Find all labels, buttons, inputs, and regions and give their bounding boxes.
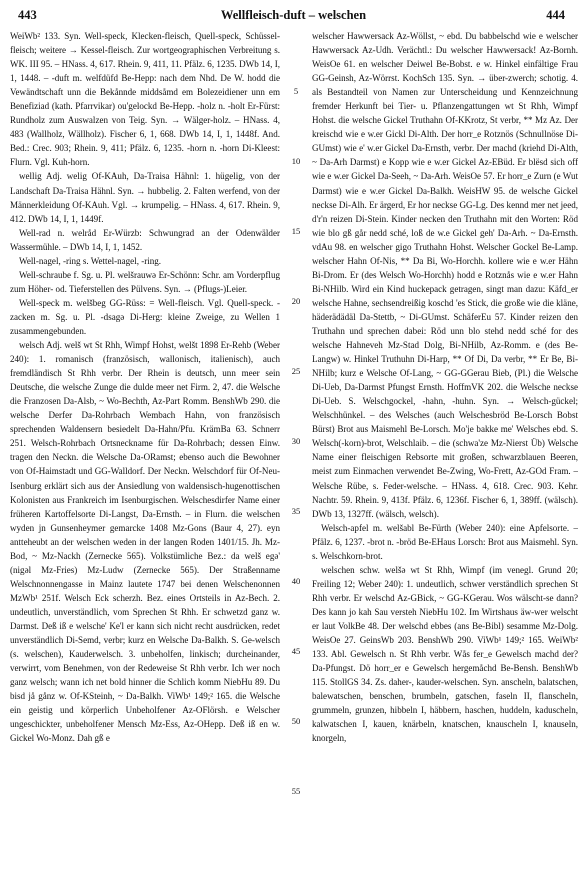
right-column: [312, 29, 578, 875]
line-number: 30: [291, 436, 301, 446]
entry-paragraph: Well-speck m. welšbeg GG-Rüss: = Well-fleisch. Vgl. Quell-speck. -zacken m. Sg. u. Pl. -dsagə Di-Herg: kleine Zweige, zu Wellen 1 zusammengebunden.: [10, 297, 280, 336]
line-number: 40: [291, 576, 301, 586]
entry-paragraph: welscher Hawwersack Az-Wöllst, ~ ebd. Du babbelschd wie e welscher Hawwersack Az-Udh. Verächtl.: Du welscher Hawwersack! Az-Bornh. WeisOe 61. en welscher Deiwel Be-Bobst. e w. Hinkel einfältige Frau GG-Geinsh, Az-Wörrst. KochSch 135. Syn. → über-zwerch; schotig. 4. als Bestandteil von Namen zur Unterscheidung und Kennzeichnung fremder Herkunft bei Tier- u. Pflanzengattungen wt St Rhh, Wimpf Hohst. die welsche Gickel Truthahn Of-KKrotz, St verbr, ** Mz Az. Der kreischd wie e w.er Gickl Di-Alth. Der horr_e Rotznös (Schnullnöse Di-GUmst) wie e' w.er Gickel Da-Ernsth, verbr. Der machd (kriehd Di-Alth, ~ Da-Arh Darmst) e Kopp wie e w.er Gickel Az-EBüd. Er blësd sich off wie e w.er Gickel Da-Seeh, ~ Da-Arh. WeisOe 57. Er horr_e Zurn (e Wut Darmst) wie e w.er Gickel Da-Balkh. WeisHW 95. de welsche Gickel neckse Di-Alh. Er ärgerd, Er hor neckse GG-Lg. Des kennd mer net jeed, d'r'n reizen Di-Stein. Kinder necken den Truthahn mit den Worten: Röd wie blo gß går nedd sché, loß de w.e Gickel geh' Da-Arh. ~ Da-Ernsth. vdAu 98. en welscher gigo Truthahn Hohst. Welscher Gockel Be-Lamp. welscher Hahn Of-Nis, ** Da Bi, Wo-Horchh. kollere wie e w.er Hähn Bi-Drom. Er (des Welsch Wo-Horchh) hodd e Rotznås wie e w.er Hahn Bi-NHilb. Wird ein Kind huckepack getragen, singt man dazu: Käfd_er welsche Hahne, sechsendreißig koschd 'es Stick, die große wie die kläne, häderädädäl Da-Stettb, ~ Di-GUmst. SchäferEu 57. Kinder reizen den Truthahn und sprechen dabei: Röd unn blo stehd nedd sché for des welsche Hahneveh Mz-Stad Dolg, Bi-NHilb, Az-Romm. e (des Be-Langw) w. Hinkel Truthuhn Di-Harp, ** Of Di, Da verbr, ** Er Be, Bi-NHilb; kurz e Welsche Of-Lang, ~ GG-GGerau Bieb, (Pl.) die Welsche Di-Ueb, Da-Darmst Pfungst Ernsth. HoffmVK 202. die Welsche neckse Di-Ueb. S. Welschgockel, -hahn, -huhn. Syn. → Welsch-gückel; Welschhünkel. – des Welsches (auch Welschesbröd Be-Lorsch Bobst Bürst) Brot aus Maismehl Be-Lorsch. Mo'je bakke me' Welsches ebd. S. Welsch(-korn)-brot, Welschlaib. – die (schwa'ze Mz-Nierst Üb) Welsche Name einer fleischigen Rebsorte mit großen, schwarzblauen Beeren, meist zum Einmachen verwendet Be-Zwing, Wo-Frett, Az-GOd Fram. – Welsche Rübe, s. Feder-welsche. – HNass. 4, 618. Crec. 903. Kehr. Nachtr. 59. Rhein. 9, 413f. Pfälz. 6, 1236f. Fischer 6, 1, 389ff. (wälsch). DWb 13, 1327ff. (wälsch, welsch).: [312, 31, 578, 519]
entry-paragraph: welsch Adj. welš wt St Rhh, Wimpf Hohst, welšt 1898 Er-Rehb (Weber 240): 1. romanisch (französisch, wallonisch, italienisch), auch fremdländisch St Rhh verbr. Der Rhein is deutsch, unn meer sein Deutsche, die welsche Zunge die dulde meer net Firm. 2, 47. die Welsche die Franzosen Da-Alsb, ~ Wo-Bechth, Az-Part Romm. BenshWb 290. die welsche Derfer Da-Rohrbach Wembach Hahn, von französisch sprechenden Waldensern besiedelt Da-Hahn/Pfu. KrämBa 63. Schnerr 251. Welsch-Rohrbach Ortsneckname für Da-Rohrbach; dessen Einw. tragen den Neckn. die Welsche Da-ORamst; ebenso auch die Bewohner von Of-Haimstadt und GG-Walldorf. Der Neckn. Welschdorf für Of-Neu-Isenburg erklärt sich aus der Ansiedlung von waldensisch-hugenottischen Kolonisten aus Frankreich im Isenburgischen. Welschesdirfer Name einer früheren Kartoffelsorte Di-Langst, Da-Ernsth. – in Flurn. die welschen wyden jn Gunsenheymer gemarcke 1408 Mz-Gons (Baur 4, 27). eyn antteheubt an der welschen weden in der langen Roden 1401/15. Jh. Mz-Bod, ~ Mz-Nackh (Zernecke 565). Volkstümliche Bez.: da welš egə' (nigəl Mz-Fries) Mz-Ludw (Zernecke 565). Der Straßenname Welschnonnengasse in Mainz lautete 1747 bei denen Welschenonnen MzWb¹ 251f. Welsch Eck scherzh. Bez. eines Ortsteils in Az-Bech. 2. undeutlich, unverständlich, vom Sprechen St Rhh. Er schwetzd ganz w. Darmst. Deß iß e welsche' Ke'l er kann sich nicht recht ausdrücken, redet unverständlich Di-Semd, verbr; kurz en Welsche Da-Balkh. S. Ge-welsch (s. welschen), Kauderwelsch. 3. unbeholfen, linkisch; durcheinander, verwirrt, vom Benehmen, von der Redeweise St Rhh verbr. Ich wer noch ganz welsch; wann ich net bold hinner die Schlich komm NiebHu 89. Du bisd jå gånz w. Of-KSteinh, ~ Da-Balkh. ViWb¹ 149;² 165. die Welsche ein geistig und körperlich Unbeholfener Az-OFlörsh. e Welscher ungeschickter, unbeholfener Mensch Mz-Ess, Az-OHepp. Deß iß en w. Gickel Wo-Monz. Dah gß e: [10, 340, 280, 744]
entry-paragraph: WeiWb² 133. Syn. Well-speck, Klecken-fleisch, Quell-speck, Schüssel-fleisch; weitere → Kessel-fleisch. Zur wortgeographischen Verbreitung s. WK. III 95. – HNass. 4, 617. Rhein. 9, 411, 11. Pfälz. 6, 1235. DWb 14, I, 1, 1448. – -duft m. welfdüfd Be-Hepp: nach dem Nhd. De W. hodd die Vewändtschaft unn die Bekånnde middsåmd em Bolezeidiener unn em Benefiziad (kath. Pfarrvikar) ou'gelockd Be-Hepp. -holz n. -holt Er-Fürst: Rundholz zum Auswalzen von Teig. Syn. → Wälger-holz. – HNass. 4, 483 (Wallholz, Wällholz). Fischer 6, 1, 668. DWb 14, I, 1, 1448f. And. Bed.: Crec. 903; Rhein. 9, 411; Pfälz. 6, 1235. -horn n. -horn Di-Kleest: Flurn. Vgl. Kuh-horn.: [10, 31, 280, 168]
entry-paragraph: Welsch-apfel m. welšabl Be-Fürth (Weber 240): eine Apfelsorte. – Pfälz. 6, 1237. -brot n. -bröd Be-EHaus Lorsch: Brot aus Maismehl. Syn. s. Welschkorn-brot.: [312, 522, 578, 561]
entry-paragraph: Well-nagel, -ring s. Wettel-nagel, -ring.: [19, 255, 162, 266]
entry-paragraph: Well-rad n. welråd Er-Würzb: Schwungrad an der Odenwälder Wassermühle. – DWb 14, I, 1, 1452.: [10, 227, 280, 252]
line-number: 35: [291, 506, 301, 516]
left-column: [10, 29, 280, 875]
line-number: 20: [291, 296, 301, 306]
line-number: 55: [291, 786, 301, 796]
entry-paragraph: wellig Adj. welig Of-KAuh, Da-Traisa Hähnl: 1. hügelig, von der Landschaft Da-Traisa Hähnl. Syn. → hubbelig. 2. Falten werfend, von der Männerkleidung Of-KAuh. Vgl. → krumpelig. – HNass. 4, 617. Rhein. 9, 412. DWb 14, I, 1, 1449f.: [10, 171, 280, 224]
line-number: 15: [291, 226, 301, 236]
line-number: 50: [291, 716, 301, 726]
entry-paragraph: Well-schraube f. Sg. u. Pl. welšrauwə Er-Schönn: Schr. am Vorderpflug zum Höher- od. Tieferstellen des Pülvens. Syn. → (Pflugs-)Leier.: [10, 269, 280, 294]
page-number-left: 443: [18, 8, 37, 22]
line-number: 45: [291, 646, 301, 656]
line-number: 5: [293, 86, 299, 96]
line-number: 25: [291, 366, 301, 376]
running-title: Wellfleisch-duft – welschen: [220, 8, 367, 22]
running-header: [0, 6, 587, 24]
line-number: 10: [291, 156, 301, 166]
entry-paragraph: welschen schw. welšə wt St Rhh, Wimpf (im venegl. Grund 20; Freiling 12; Weber 240): 1. undeutlich, schwer verständlich sprechen St Rhh verbr. Er welschd Az-GBick, ~ GG-KGerau. Wos wälscht-se dann? Des kann jo kah Sau versteh NiebHu 102. Im Wirtshaus äw-wer welscht er laut VolkBe 48. Der welschd ebbes (ans Be-Bibl) sesamme Mz-Dolg. WeisOe 27. GeinsWb 203. BenshWb 290. ViWb¹ 149;² 165. WeiWb² 133. Abl. Gewelsch n. St Rhh verbr. Wås fer_e Gewelsch machd der? Da-Pfungst. Dö horr_er e Gewelsch hergemåchd Be-Bensh. BenshWb 115. StollGS 34. Zs. daher-, kauder-welschen. Syn. anscheln, balatschen, balewatschen, benschen, brumbeln, gatschen, faseln II, flanscheln, grummeln, grunzen, hibbeln I, häbbern, haschen, huddeln, kaduscheln, kalwatschen I, kauen, knärbeln, knatschen, knauscheln I, knauseln, knorgeln,: [312, 564, 578, 744]
page-number-right: 444: [546, 8, 565, 22]
